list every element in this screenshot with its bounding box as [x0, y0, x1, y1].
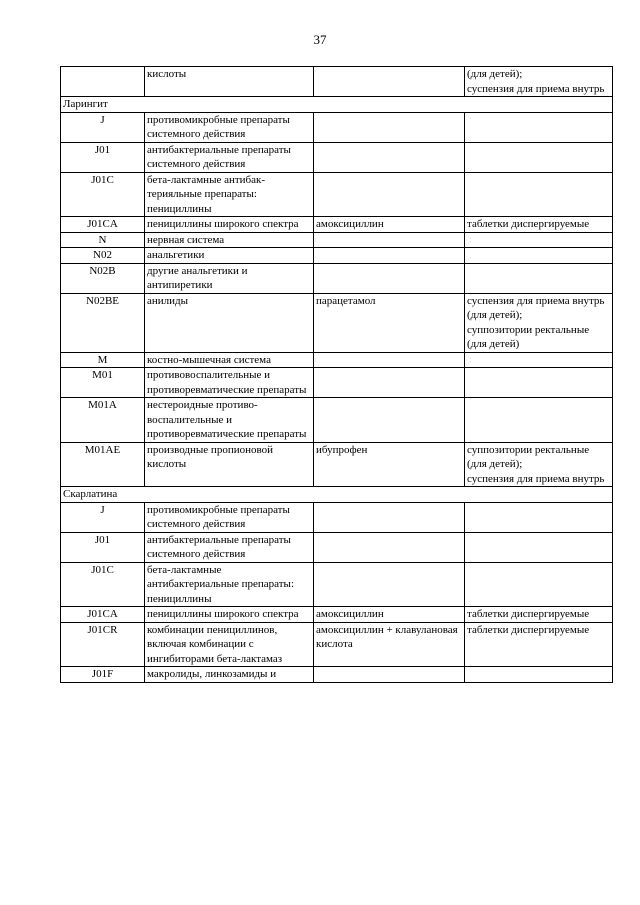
dosage-form-cell: [465, 232, 613, 248]
table-row: [61, 263, 613, 293]
table-row: [61, 442, 613, 487]
group-name-cell: антибактериальные препараты системного действия: [145, 142, 314, 172]
group-name-cell: производные пропионовой кислоты: [145, 442, 314, 487]
dosage-form-cell: [465, 368, 613, 398]
dosage-form-cell: суспензия для приема внутрь (для детей); суппозитории ректальные (для детей): [465, 293, 613, 352]
atc-code-cell: N02: [61, 248, 145, 264]
dosage-form-cell: таблетки диспергируемые: [465, 217, 613, 233]
atc-code-cell: J: [61, 112, 145, 142]
substance-cell: [314, 667, 465, 683]
dosage-form-cell: [465, 352, 613, 368]
substance-cell: [314, 112, 465, 142]
substance-cell: [314, 368, 465, 398]
dosage-form-cell: таблетки диспергируемые: [465, 622, 613, 667]
dosage-form-cell: [465, 172, 613, 217]
table-row: [61, 398, 613, 443]
table-row: [61, 667, 613, 683]
table-row: [61, 562, 613, 607]
atc-code-cell: J01CA: [61, 217, 145, 233]
dosage-form-cell: [465, 398, 613, 443]
substance-cell: [314, 398, 465, 443]
group-name-cell: бета-лактамные антибак-терияльные препараты: пенициллины: [145, 172, 314, 217]
dosage-form-cell: [465, 112, 613, 142]
atc-code-cell: J01C: [61, 172, 145, 217]
atc-code-cell: M: [61, 352, 145, 368]
group-name-cell: анилиды: [145, 293, 314, 352]
atc-code-cell: M01A: [61, 398, 145, 443]
atc-code-cell: N: [61, 232, 145, 248]
group-name-cell: костно-мышечная система: [145, 352, 314, 368]
section-row: [61, 97, 613, 113]
dosage-form-cell: суппозитории ректальные (для детей); суспензия для приема внутрь: [465, 442, 613, 487]
section-label: Скарлатина: [61, 487, 613, 503]
atc-code-cell: M01: [61, 368, 145, 398]
substance-cell: [314, 248, 465, 264]
group-name-cell: противомикробные препараты системного действия: [145, 112, 314, 142]
table-row: [61, 232, 613, 248]
substance-cell: [314, 67, 465, 97]
page-number: 37: [313, 32, 327, 47]
atc-code-cell: J01F: [61, 667, 145, 683]
dosage-form-cell: [465, 532, 613, 562]
dosage-form-cell: (для детей); суспензия для приема внутрь: [465, 67, 613, 97]
group-name-cell: нервная система: [145, 232, 314, 248]
table-row: [61, 368, 613, 398]
atc-code-cell: [61, 67, 145, 97]
group-name-cell: кислоты: [145, 67, 314, 97]
substance-cell: [314, 532, 465, 562]
atc-code-cell: J01C: [61, 562, 145, 607]
dosage-form-cell: таблетки диспергируемые: [465, 607, 613, 623]
atc-code-cell: J01: [61, 142, 145, 172]
atc-code-cell: N02B: [61, 263, 145, 293]
substance-cell: ибупрофен: [314, 442, 465, 487]
group-name-cell: бета-лактамные антибактериальные препараты: пенициллины: [145, 562, 314, 607]
dosage-form-cell: [465, 667, 613, 683]
atc-code-cell: J01: [61, 532, 145, 562]
table-row: [61, 248, 613, 264]
table-row: [61, 502, 613, 532]
substance-cell: амоксициллин: [314, 217, 465, 233]
dosage-form-cell: [465, 248, 613, 264]
dosage-form-cell: [465, 263, 613, 293]
table-row: [61, 172, 613, 217]
group-name-cell: противовоспалительные и противоревматические препараты: [145, 368, 314, 398]
substance-cell: парацетамол: [314, 293, 465, 352]
drug-table: [60, 66, 613, 683]
table-row: [61, 67, 613, 97]
table-row: [61, 142, 613, 172]
dosage-form-cell: [465, 562, 613, 607]
group-name-cell: противомикробные препараты системного действия: [145, 502, 314, 532]
group-name-cell: анальгетики: [145, 248, 314, 264]
atc-code-cell: J: [61, 502, 145, 532]
substance-cell: [314, 352, 465, 368]
table-row: [61, 217, 613, 233]
substance-cell: амоксициллин + клавулановая кислота: [314, 622, 465, 667]
atc-code-cell: M01AE: [61, 442, 145, 487]
substance-cell: [314, 263, 465, 293]
atc-code-cell: N02BE: [61, 293, 145, 352]
group-name-cell: комбинации пенициллинов, включая комбинации с ингибиторами бета-лактамаз: [145, 622, 314, 667]
group-name-cell: нестероидные противо-воспалительные и противоревматические препараты: [145, 398, 314, 443]
drug-table-body: [61, 67, 613, 683]
group-name-cell: антибактериальные препараты системного действия: [145, 532, 314, 562]
group-name-cell: другие анальгетики и антипиретики: [145, 263, 314, 293]
substance-cell: [314, 562, 465, 607]
substance-cell: [314, 232, 465, 248]
group-name-cell: пенициллины широкого спектра: [145, 607, 314, 623]
group-name-cell: пенициллины широкого спектра: [145, 217, 314, 233]
dosage-form-cell: [465, 502, 613, 532]
atc-code-cell: J01CA: [61, 607, 145, 623]
section-row: [61, 487, 613, 503]
substance-cell: амоксициллин: [314, 607, 465, 623]
section-label: Ларингит: [61, 97, 613, 113]
substance-cell: [314, 142, 465, 172]
group-name-cell: макролиды, линкозамиды и: [145, 667, 314, 683]
table-row: [61, 607, 613, 623]
table-row: [61, 352, 613, 368]
substance-cell: [314, 502, 465, 532]
table-row: [61, 112, 613, 142]
table-row: [61, 532, 613, 562]
atc-code-cell: J01CR: [61, 622, 145, 667]
table-row: [61, 622, 613, 667]
table-row: [61, 293, 613, 352]
substance-cell: [314, 172, 465, 217]
dosage-form-cell: [465, 142, 613, 172]
